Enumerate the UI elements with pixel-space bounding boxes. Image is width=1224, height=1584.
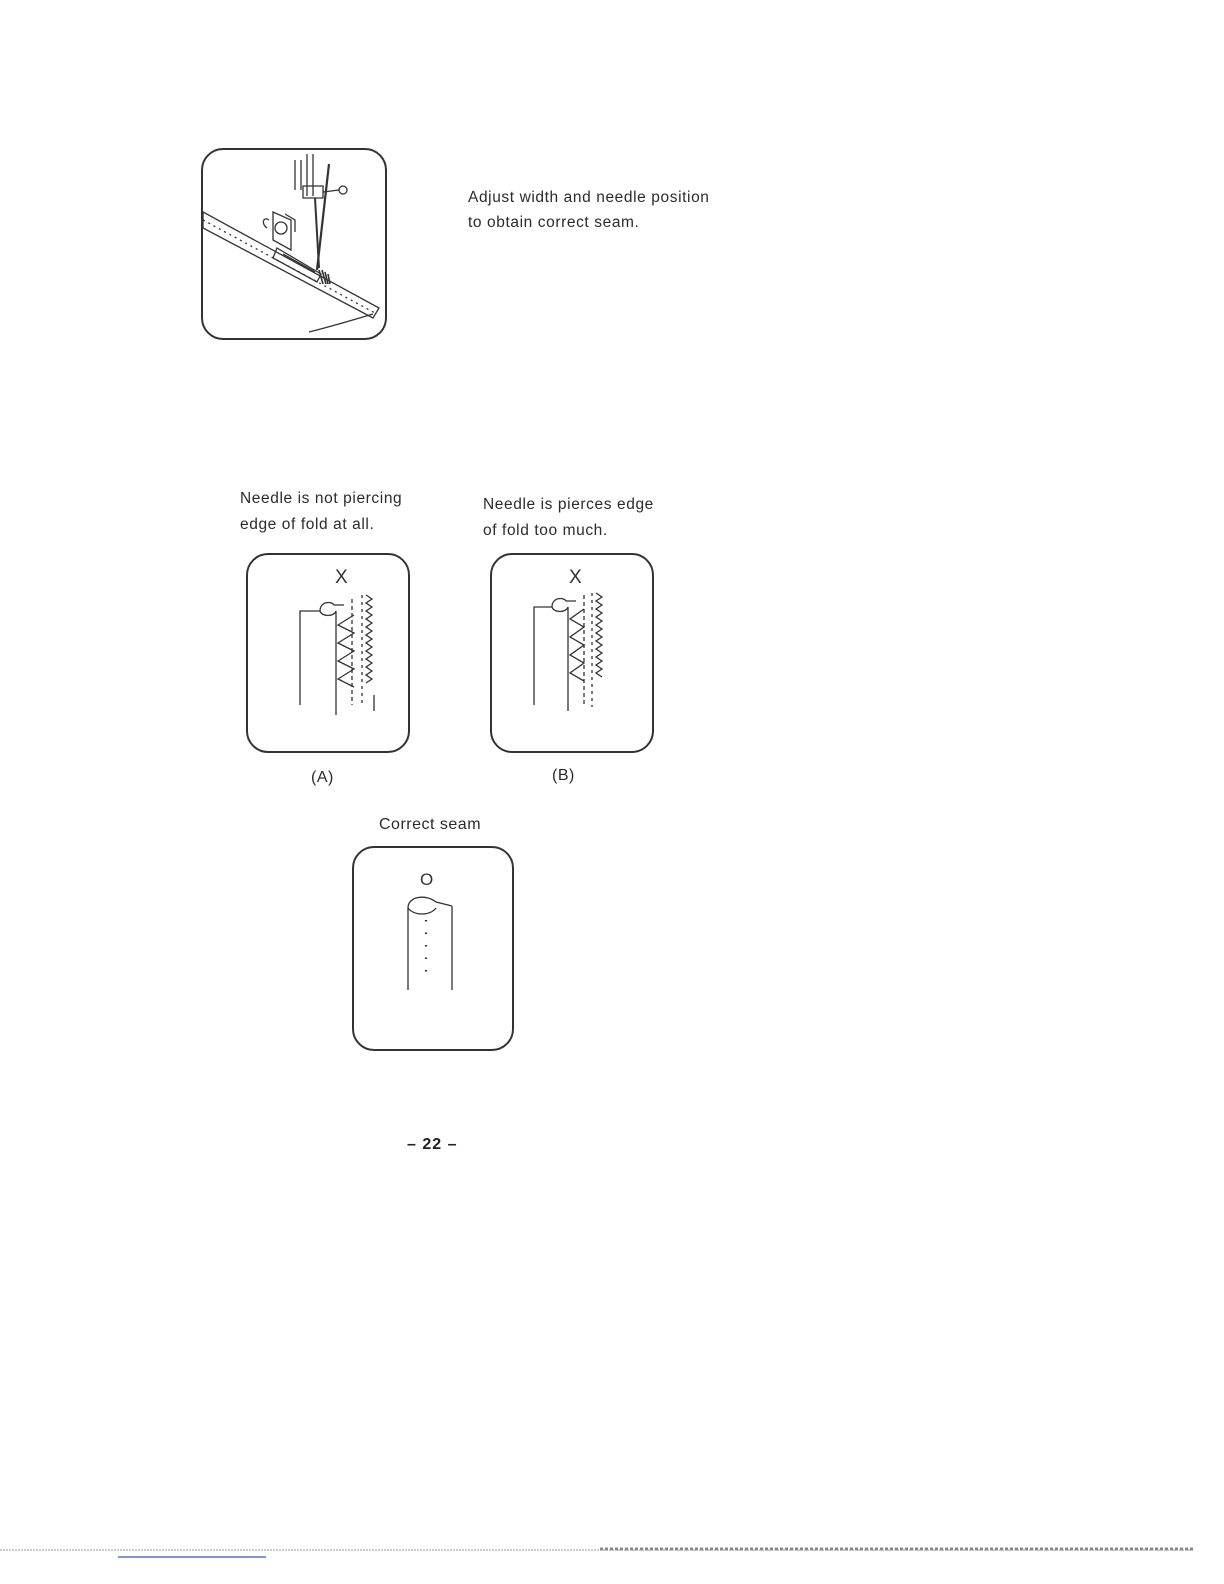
correct-mark: O [420,870,434,889]
incorrect-mark-b: X [569,567,582,588]
intro-text [468,185,710,235]
page-number: – 22 – [407,1136,458,1153]
intro-line-1: Adjust width and needle position [468,189,710,206]
figure-b-drawing [492,555,652,751]
figure-b-caption-line-2: of fold too much. [483,522,608,539]
figure-a-drawing [248,555,408,751]
figure-b-label: (B) [552,767,575,784]
intro-line-2: to obtain correct seam. [468,214,640,231]
figure-b-caption [483,492,654,544]
presser-foot-illustration [201,148,387,340]
figure-a-caption-line-1: Needle is not piercing [240,490,403,507]
figure-a-panel [246,553,410,753]
figure-a-caption [240,486,402,538]
figure-b-caption-line-1: Needle is pierces edge [483,496,654,513]
correct-seam-title: Correct seam [379,816,482,833]
correct-seam-panel [352,846,514,1051]
incorrect-mark-a: X [335,567,348,588]
figure-a-label: (A) [311,769,334,786]
presser-foot-drawing [203,150,385,338]
figure-a-caption-line-2: edge of fold at all. [240,516,375,533]
correct-seam-drawing [354,848,512,1049]
footer-rule [0,1546,1224,1560]
figure-b-panel [490,553,654,753]
